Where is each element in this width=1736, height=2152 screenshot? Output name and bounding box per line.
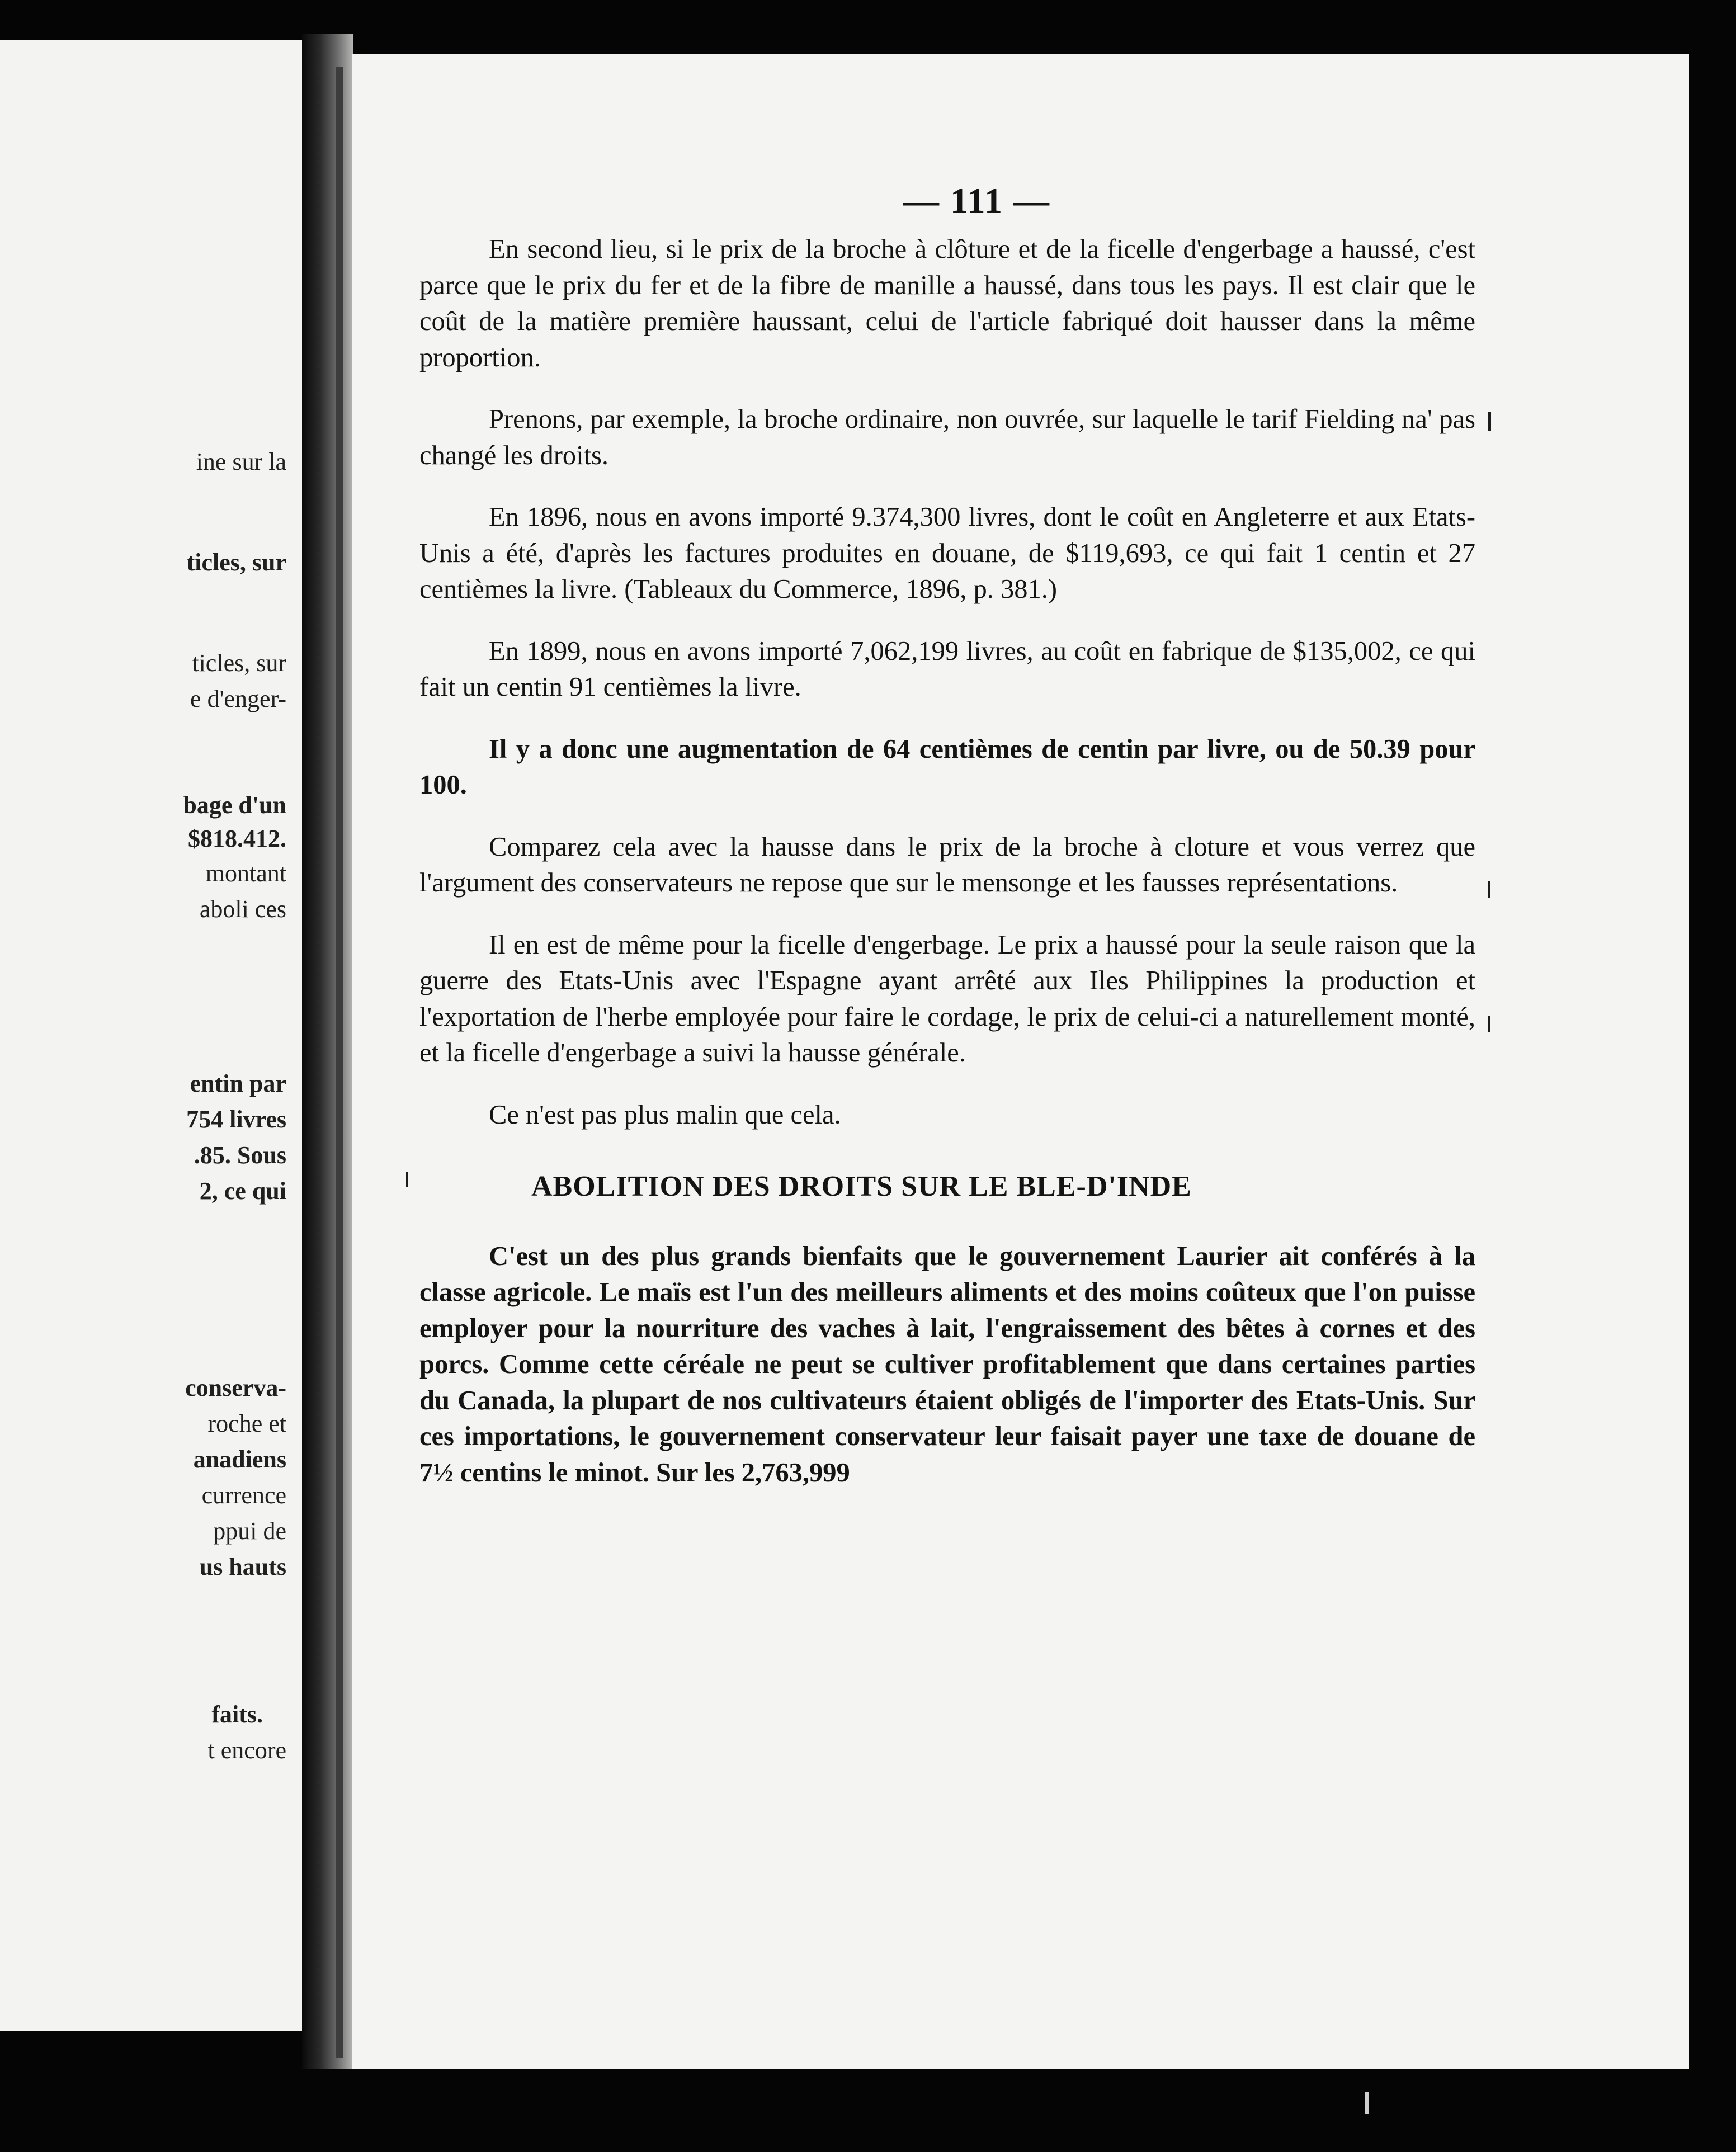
left-page-fragment: ticles, sur — [192, 649, 286, 677]
paragraph: En second lieu, si le prix de la broche à clôture et de la ficelle d'engerbage a haussé, c'est parce que le prix du fer et de la fibre de manille a haussé, dans tous les pays. Il est clair que le coût de la matière première haussant, celui de l'article fabriqué doit hausser dans la même proportion. — [419, 234, 1475, 372]
section-heading: ABOLITION DES DROITS SUR LE BLE-D'INDE — [531, 1171, 1192, 1202]
paragraph: En 1899, nous en avons importé 7,062,199 livres, au coût en fabrique de $135,002, ce qui fait un centin 91 centièmes la livre. — [419, 636, 1475, 702]
scan-speck — [1488, 881, 1490, 898]
scan-speck — [406, 1172, 408, 1187]
left-page-fragment: currence — [201, 1481, 286, 1509]
paragraph: Il y a donc une augmentation de 64 centièmes de centin par livre, ou de 50.39 pour 100. — [419, 734, 1475, 800]
left-page-fragment: ticles, sur — [186, 549, 286, 576]
left-page-fragment: e d'enger- — [190, 685, 286, 712]
left-page-fragment: aboli ces — [199, 895, 286, 923]
paragraph: Prenons, par exemple, la broche ordinaire, non ouvrée, sur laquelle le tarif Fielding na' pas changé les droits. — [419, 404, 1475, 470]
left-page-fragment: t encore — [207, 1736, 286, 1764]
left-page-fragment: roche et — [207, 1410, 286, 1437]
left-page-fragment: conserva- — [185, 1374, 286, 1401]
left-page-fragment: entin par — [190, 1070, 286, 1097]
main-page — [352, 54, 1689, 2069]
paragraph: C'est un des plus grands bienfaits que le gouvernement Laurier ait conférés à la classe agricole. Le maïs est l'un des meilleurs aliments et des moins coûteux que l'on puisse employer pour la nourriture des vaches à lait, l'engraissement des bêtes à cornes et des porcs. Comme cette céréale ne peut se cultiver profitablement que dans certaines parties du Canada, la plupart de nos cultivateurs étaient obligés de l'importer des Etats-Unis. Sur ces importations, le gouvernement conservateur leur faisait payer une taxe de douane de 7½ centins le minot. Sur les 2,763,999 — [419, 1241, 1475, 1488]
left-page-fragment: ppui de — [213, 1517, 286, 1545]
body-text — [419, 232, 1475, 1517]
scan-speck — [1488, 1016, 1490, 1032]
left-page-fragment: 754 livres — [186, 1106, 286, 1133]
paragraph: Ce n'est pas plus malin que cela. — [489, 1099, 841, 1130]
left-page-fragment: faits. — [211, 1701, 263, 1728]
left-page-fragment: $818.412. — [188, 825, 286, 852]
left-page-fragment: .85. Sous — [194, 1141, 286, 1169]
left-page-fragment: 2, ce qui — [199, 1177, 286, 1205]
paragraph: En 1896, nous en avons importé 9.374,300 livres, dont le coût en Angleterre et aux Etats-Unis a été, d'après les factures produites en douane, de $119,693, ce qui fait 1 centin et 27 centièmes la livre. (Tableaux du Commerce, 1896, p. 381.) — [419, 502, 1475, 604]
left-page-fragment: us hauts — [199, 1553, 286, 1580]
page-number: — 111 — — [903, 181, 1050, 220]
left-facing-page — [0, 40, 302, 2031]
left-page-fragment: montant — [205, 860, 286, 887]
scan-speck — [1365, 2092, 1369, 2114]
left-page-fragment: ine sur la — [196, 448, 286, 475]
binding-gutter — [302, 34, 353, 2069]
left-page-fragment: anadiens — [193, 1446, 286, 1473]
paragraph: Il en est de même pour la ficelle d'engerbage. Le prix a haussé pour la seule raison que la guerre des Etats-Unis avec l'Espagne ayant arrêté aux Iles Philippines la production et l'exportation de l'herbe employée pour faire le cordage, le prix de celui-ci a naturellement monté, et la ficelle d'engerbage a suivi la hausse générale. — [419, 929, 1475, 1068]
left-page-fragment: bage d'un — [183, 791, 286, 819]
scan-speck — [1488, 412, 1491, 431]
binding-shadow — [336, 67, 343, 2058]
paragraph: Comparez cela avec la hausse dans le prix de la broche à cloture et vous verrez que l'argument des conservateurs ne repose que sur le mensonge et les fausses représentations. — [419, 832, 1475, 898]
